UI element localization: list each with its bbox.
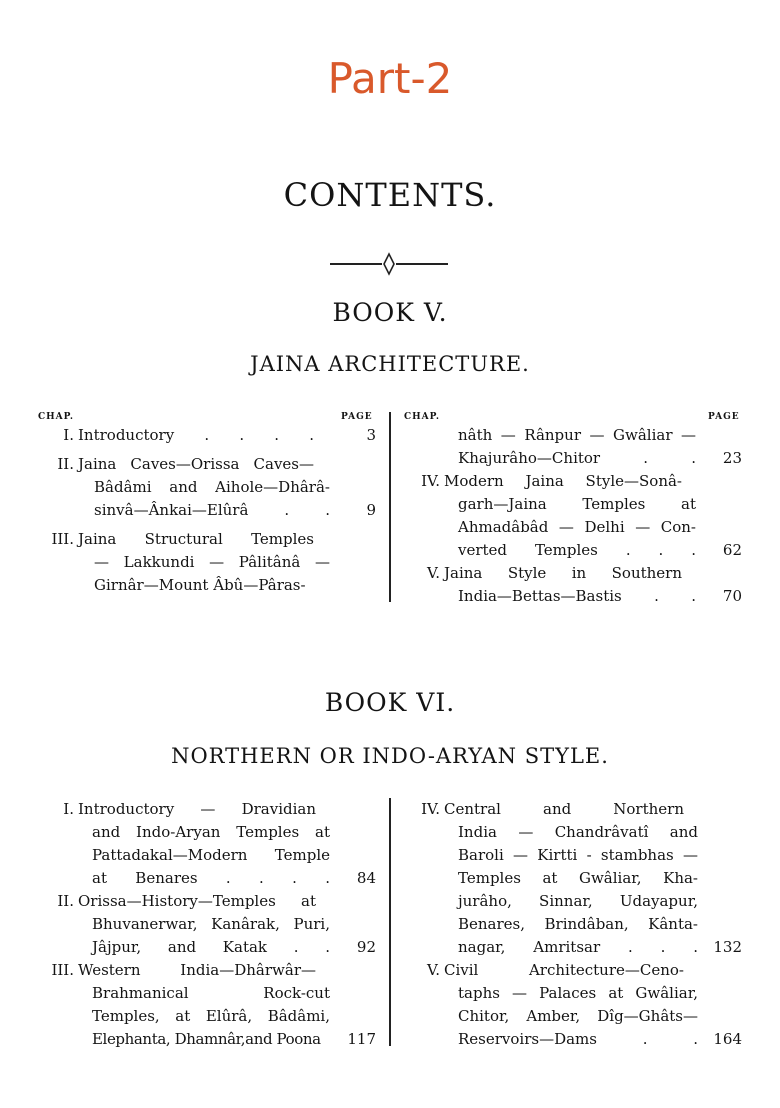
contents-title: CONTENTS.	[283, 176, 497, 214]
book-vi-heading: BOOK VI.	[324, 688, 456, 717]
page-number: 62	[722, 541, 742, 559]
entry-text-line: Chitor, Amber, Dîg—Ghâts—	[458, 1007, 698, 1025]
entry-text-line: Jaina Structural Temples	[78, 530, 314, 548]
book-vi-subtitle: NORTHERN OR INDO-ARYAN STYLE.	[171, 744, 609, 768]
chapter-number: II.	[57, 455, 74, 473]
entry-text-line: Bhuvanerwar, Kanârak, Puri,	[92, 915, 330, 933]
entry-text-line: Modern Jaina Style—Sonâ-	[444, 472, 682, 490]
entry-text-line: sinvâ—Ânkai—Elûrâ . .	[94, 501, 330, 519]
chapter-number: I.	[63, 800, 74, 818]
entry-text-line: nagar, Amritsar . . .	[458, 938, 698, 956]
entry-text-line: — Lakkundi — Pâlitânâ —	[94, 553, 330, 571]
chap-label-right: CHAP.	[404, 412, 441, 422]
book-v-subtitle: JAINA ARCHITECTURE.	[250, 352, 530, 376]
entry-text-line: India — Chandrâvatî and	[458, 823, 698, 841]
entry-text-line: Girnâr—Mount Âbû—Pâras-	[94, 576, 306, 594]
entry-text-line: Civil Architecture—Ceno-	[444, 961, 684, 979]
book-v-heading: BOOK V.	[332, 298, 448, 327]
entry-text-line: nâth — Rânpur — Gwâliar —	[458, 426, 696, 444]
page-number: 9	[366, 501, 376, 519]
entry-text-line: Western India—Dhârwâr—	[78, 961, 316, 979]
entry-text-line: Jaina Style in Southern	[444, 564, 682, 582]
entry-text-line: Baroli — Kirtti - stambhas —	[458, 846, 698, 864]
entry-text-line: Introductory — Dravidian	[78, 800, 316, 818]
chapter-number: III.	[51, 530, 74, 548]
page-number: 132	[713, 938, 742, 956]
entry-text-line: Ahmadâbâd — Delhi — Con-	[458, 518, 696, 536]
column-divider	[389, 412, 391, 602]
chapter-number: IV.	[421, 472, 440, 490]
entry-text-line: Reservoirs—Dams . .	[458, 1030, 698, 1048]
entry-text-line: Khajurâho—Chitor . .	[458, 449, 696, 467]
chap-label-left: CHAP.	[38, 412, 75, 422]
entry-text-line: Jâjpur, and Katak . .	[92, 938, 330, 956]
entry-text-line: Benares, Brindâban, Kânta-	[458, 915, 698, 933]
page-number: 3	[366, 426, 376, 444]
entry-text-line: Introductory . . . .	[78, 426, 314, 444]
part-label: Part-2	[327, 54, 453, 103]
page-label-right: PAGE	[708, 412, 740, 422]
entry-text-line: Pattadakal—Modern Temple	[92, 846, 330, 864]
chapter-number: I.	[63, 426, 74, 444]
chapter-number: IV.	[421, 800, 440, 818]
entry-text-line: jurâho, Sinnar, Udayapur,	[458, 892, 698, 910]
page-label-left: PAGE	[341, 412, 373, 422]
page-number: 84	[356, 869, 376, 887]
page-number: 117	[347, 1030, 376, 1048]
page-number: 92	[356, 938, 376, 956]
page-number: 70	[722, 587, 742, 605]
entry-text-line: taphs — Palaces at Gwâliar,	[458, 984, 698, 1002]
chapter-number: V.	[427, 961, 440, 979]
column-divider	[389, 798, 391, 1046]
entry-text-line: Jaina Caves—Orissa Caves—	[78, 455, 314, 473]
entry-text-line: at Benares . . . .	[92, 869, 330, 887]
page-number: 23	[722, 449, 742, 467]
entry-text-line: garh—Jaina Temples at	[458, 495, 696, 513]
entry-text-line: India—Bettas—Bastis . .	[458, 587, 696, 605]
page-number: 164	[713, 1030, 742, 1048]
entry-text-line: Elephanta, Dhamnâr,and Poona	[92, 1030, 321, 1048]
entry-text-line: Central and Northern	[444, 800, 684, 818]
entry-text-line: Orissa—History—Temples at	[78, 892, 316, 910]
entry-text-line: Brahmanical Rock-cut	[92, 984, 330, 1002]
chapter-number: II.	[57, 892, 74, 910]
entry-text-line: Bâdâmi and Aihole—Dhârâ-	[94, 478, 330, 496]
chapter-number: V.	[427, 564, 440, 582]
ornament-divider-icon	[330, 250, 448, 278]
entry-text-line: verted Temples . . .	[458, 541, 696, 559]
entry-text-line: and Indo-Aryan Temples at	[92, 823, 330, 841]
entry-text-line: Temples, at Elûrâ, Bâdâmi,	[92, 1007, 330, 1025]
chapter-number: III.	[51, 961, 74, 979]
entry-text-line: Temples at Gwâliar, Kha-	[458, 869, 698, 887]
